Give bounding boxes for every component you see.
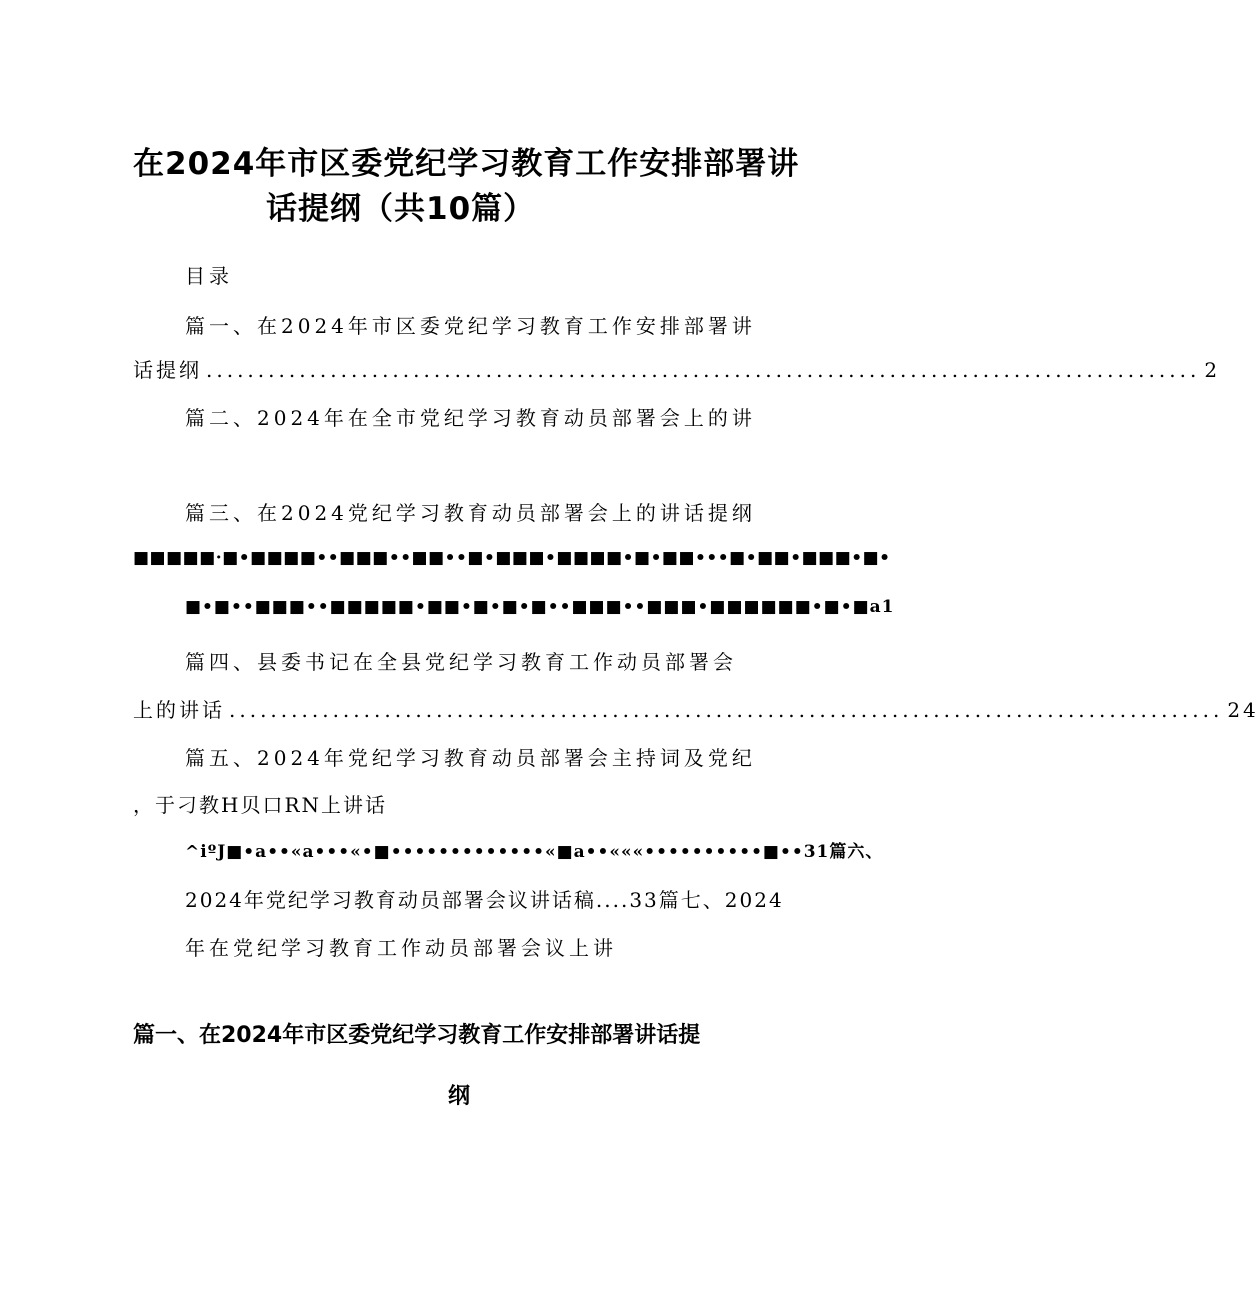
section-heading-line-1: 篇一、在2024年市区委党纪学习教育工作安排部署讲话提 — [133, 1023, 701, 1048]
section-heading-line-2: 纲 — [448, 1084, 471, 1109]
toc-entry-4-page: 24 — [1227, 698, 1259, 722]
toc-garbled-line-1: ■■■■■·■•■■■■••■■■••■■••■•■■■•■■■■•■•■■•••■•■■•■■■•■• — [133, 548, 891, 568]
toc-garbled-line-2: ■•■••■■■••■■■■■•■■•■•■•■••■■■••■■■•■■■■■■•■•■a1 — [185, 597, 895, 617]
toc-entry-2-line-1: 篇二、2024年在全市党纪学习教育动员部署会上的讲 — [185, 406, 756, 430]
toc-entry-5-line-3: ^iºJ■•a••«a•••«•■•••••••••••••«■a••«««••••••••••■••31篇六、 — [185, 842, 884, 862]
toc-entry-4-line-2: 上的讲话 — [133, 698, 225, 722]
toc-entry-6-line: 2024年党纪学习教育动员部署会议讲话稿....33篇七、2024 — [185, 888, 784, 912]
toc-entry-1-page: 2 — [1204, 358, 1221, 382]
toc-entry-1-line-2: 话提纲 — [133, 358, 202, 382]
toc-entry-7-line: 年在党纪学习教育工作动员部署会议上讲 — [185, 936, 617, 960]
toc-entry-5-line-1: 篇五、2024年党纪学习教育动员部署会主持词及党纪 — [185, 746, 756, 770]
toc-entry-4-dotted-line — [133, 694, 1259, 723]
toc-leader-dots: ................................................................................................ — [229, 698, 1224, 722]
toc-entry-1-line-1: 篇一、在2024年市区委党纪学习教育工作安排部署讲 — [185, 314, 756, 338]
toc-leader-dots: ................................................................................................ — [206, 358, 1201, 382]
toc-heading: 目录 — [185, 264, 233, 288]
title-line-2: 话提纲（共10篇） — [266, 191, 536, 227]
toc-entry-4-line-1: 篇四、县委书记在全县党纪学习教育工作动员部署会 — [185, 650, 737, 674]
toc-entry-5-line-2: ，于刁教H贝口RN上讲话 — [133, 793, 387, 817]
toc-entry-3-line-1: 篇三、在2024党纪学习教育动员部署会上的讲话提纲 — [185, 501, 756, 525]
toc-entry-1-dotted-line — [133, 354, 1221, 383]
title-line-1: 在2024年市区委党纪学习教育工作安排部署讲 — [133, 146, 800, 182]
